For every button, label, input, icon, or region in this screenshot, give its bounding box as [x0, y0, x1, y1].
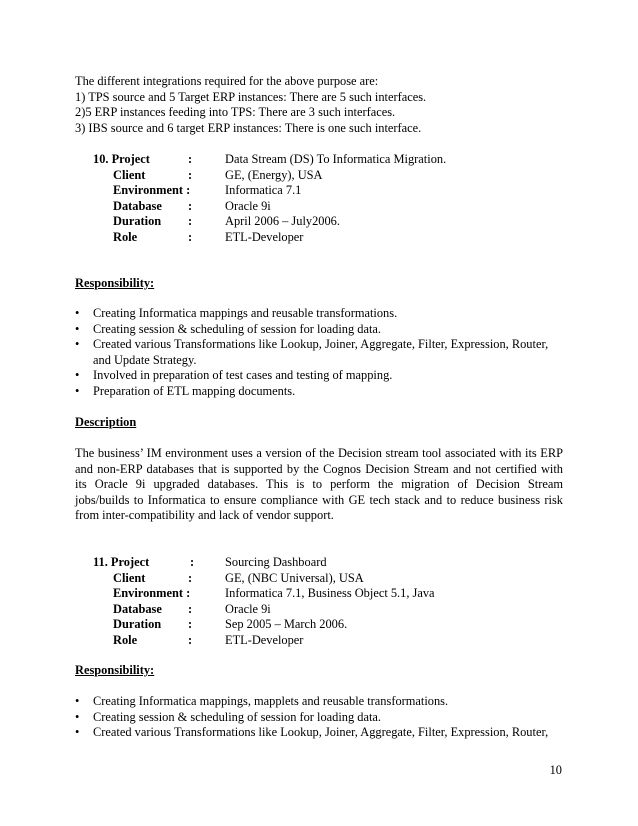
description-line: its Oracle 9i upgraded databases. This is to perform the migration of Decision Stream [75, 477, 563, 491]
role-row [93, 633, 563, 649]
list-item-text: Created various Transformations like Lookup, Joiner, Aggregate, Filter, Expression, Router, [93, 725, 549, 739]
colon: : [188, 152, 193, 166]
database-row [93, 602, 563, 618]
environment-label: Environment : [113, 586, 191, 600]
bullet-icon: • [75, 321, 80, 336]
bullet-icon: • [75, 725, 80, 739]
role-row [93, 230, 563, 246]
database-value: Oracle 9i [225, 601, 271, 616]
duration-row [93, 214, 563, 230]
colon: : [188, 601, 193, 616]
project-row [93, 555, 563, 571]
page-number: 10 [549, 763, 562, 777]
client-value: GE, (NBC Universal), USA [225, 570, 364, 585]
list-item-text: Creating session & scheduling of session for loading data. [93, 321, 382, 336]
responsibility-heading: Responsibility: [75, 663, 155, 677]
role-value: ETL-Developer [225, 229, 304, 244]
description-line: and non-ERP databases that is supported by the Cognos Decision Stream and not certified with [75, 461, 563, 476]
colon: : [188, 198, 193, 213]
description-heading: Description [75, 415, 137, 429]
duration-value: April 2006 – July2006. [225, 214, 340, 228]
list-item [75, 337, 563, 368]
project-10-details [93, 152, 563, 245]
duration-value: Sep 2005 – March 2006. [225, 617, 348, 631]
project-11-details [93, 555, 563, 648]
client-label: Client [113, 570, 146, 585]
client-value: GE, (Energy), USA [225, 167, 323, 182]
description-paragraph [75, 446, 563, 524]
list-item-text: Created various Transformations like Lookup, Joiner, Aggregate, Filter, Expression, Router, [93, 337, 549, 351]
role-label: Role [113, 632, 138, 647]
list-item [75, 710, 563, 726]
list-item-text: Creating session & scheduling of session for loading data. [93, 709, 382, 724]
colon: : [188, 570, 193, 585]
bullet-icon: • [75, 709, 80, 724]
list-item-text: Preparation of ETL mapping documents. [93, 383, 296, 398]
bullet-icon: • [75, 368, 80, 382]
bullet-icon: • [75, 306, 80, 320]
list-item-text: Involved in preparation of test cases and testing of mapping. [93, 368, 393, 382]
colon: : [188, 214, 193, 228]
environment-row [93, 183, 563, 199]
description-line: The business’ IM environment uses a version of the Decision stream tool associated with its ERP [75, 446, 563, 460]
duration-label: Duration [113, 617, 162, 631]
database-row [93, 199, 563, 215]
intro-line: 1) TPS source and 5 Target ERP instances: There are 5 such interfaces. [75, 89, 427, 104]
list-item-text: Creating Informatica mappings and reusable transformations. [93, 306, 398, 320]
project-value: Data Stream (DS) To Informatica Migration. [225, 152, 447, 166]
environment-value: Informatica 7.1, Business Object 5.1, Java [225, 586, 435, 600]
list-item-text: Creating Informatica mappings, mapplets and reusable transformations. [93, 694, 449, 708]
colon: : [190, 555, 195, 569]
client-label: Client [113, 167, 146, 182]
client-row [93, 571, 563, 587]
project-value: Sourcing Dashboard [225, 555, 327, 569]
list-item [75, 725, 563, 741]
colon: : [188, 167, 193, 182]
colon: : [188, 632, 193, 647]
list-item [75, 384, 563, 400]
bullet-icon: • [75, 383, 80, 398]
list-item [75, 306, 563, 322]
intro-line: 2)5 ERP instances feeding into TPS: There are 3 such interfaces. [75, 105, 396, 119]
list-item [75, 322, 563, 338]
environment-row [93, 586, 563, 602]
description-line: from inter-compatibility and lack of vendor support. [75, 508, 334, 522]
database-label: Database [113, 601, 162, 616]
responsibility-list [75, 694, 563, 741]
database-value: Oracle 9i [225, 198, 271, 213]
role-value: ETL-Developer [225, 632, 304, 647]
intro-line: The different integrations required for the above purpose are: [75, 74, 379, 88]
environment-label: Environment : [113, 183, 191, 197]
duration-label: Duration [113, 214, 162, 228]
database-label: Database [113, 198, 162, 213]
intro-line: 3) IBS source and 6 target ERP instances: There is one such interface. [75, 120, 422, 135]
colon: : [188, 617, 193, 631]
client-row [93, 168, 563, 184]
list-item-text-continued: and Update Strategy. [93, 352, 197, 367]
duration-row [93, 617, 563, 633]
colon: : [188, 229, 193, 244]
list-item [75, 368, 563, 384]
description-line: jobs/builds to Informatica to ensure compliance with GE tech stack and to reduce business risk [75, 492, 563, 507]
project-row [93, 152, 563, 168]
intro-block [75, 74, 563, 136]
responsibility-list [75, 306, 563, 399]
list-item [75, 694, 563, 710]
bullet-icon: • [75, 694, 80, 708]
project-label: 10. Project [93, 152, 150, 166]
environment-value: Informatica 7.1 [225, 183, 302, 197]
responsibility-heading: Responsibility: [75, 276, 155, 290]
role-label: Role [113, 229, 138, 244]
bullet-icon: • [75, 337, 80, 351]
project-label: 11. Project [93, 555, 150, 569]
